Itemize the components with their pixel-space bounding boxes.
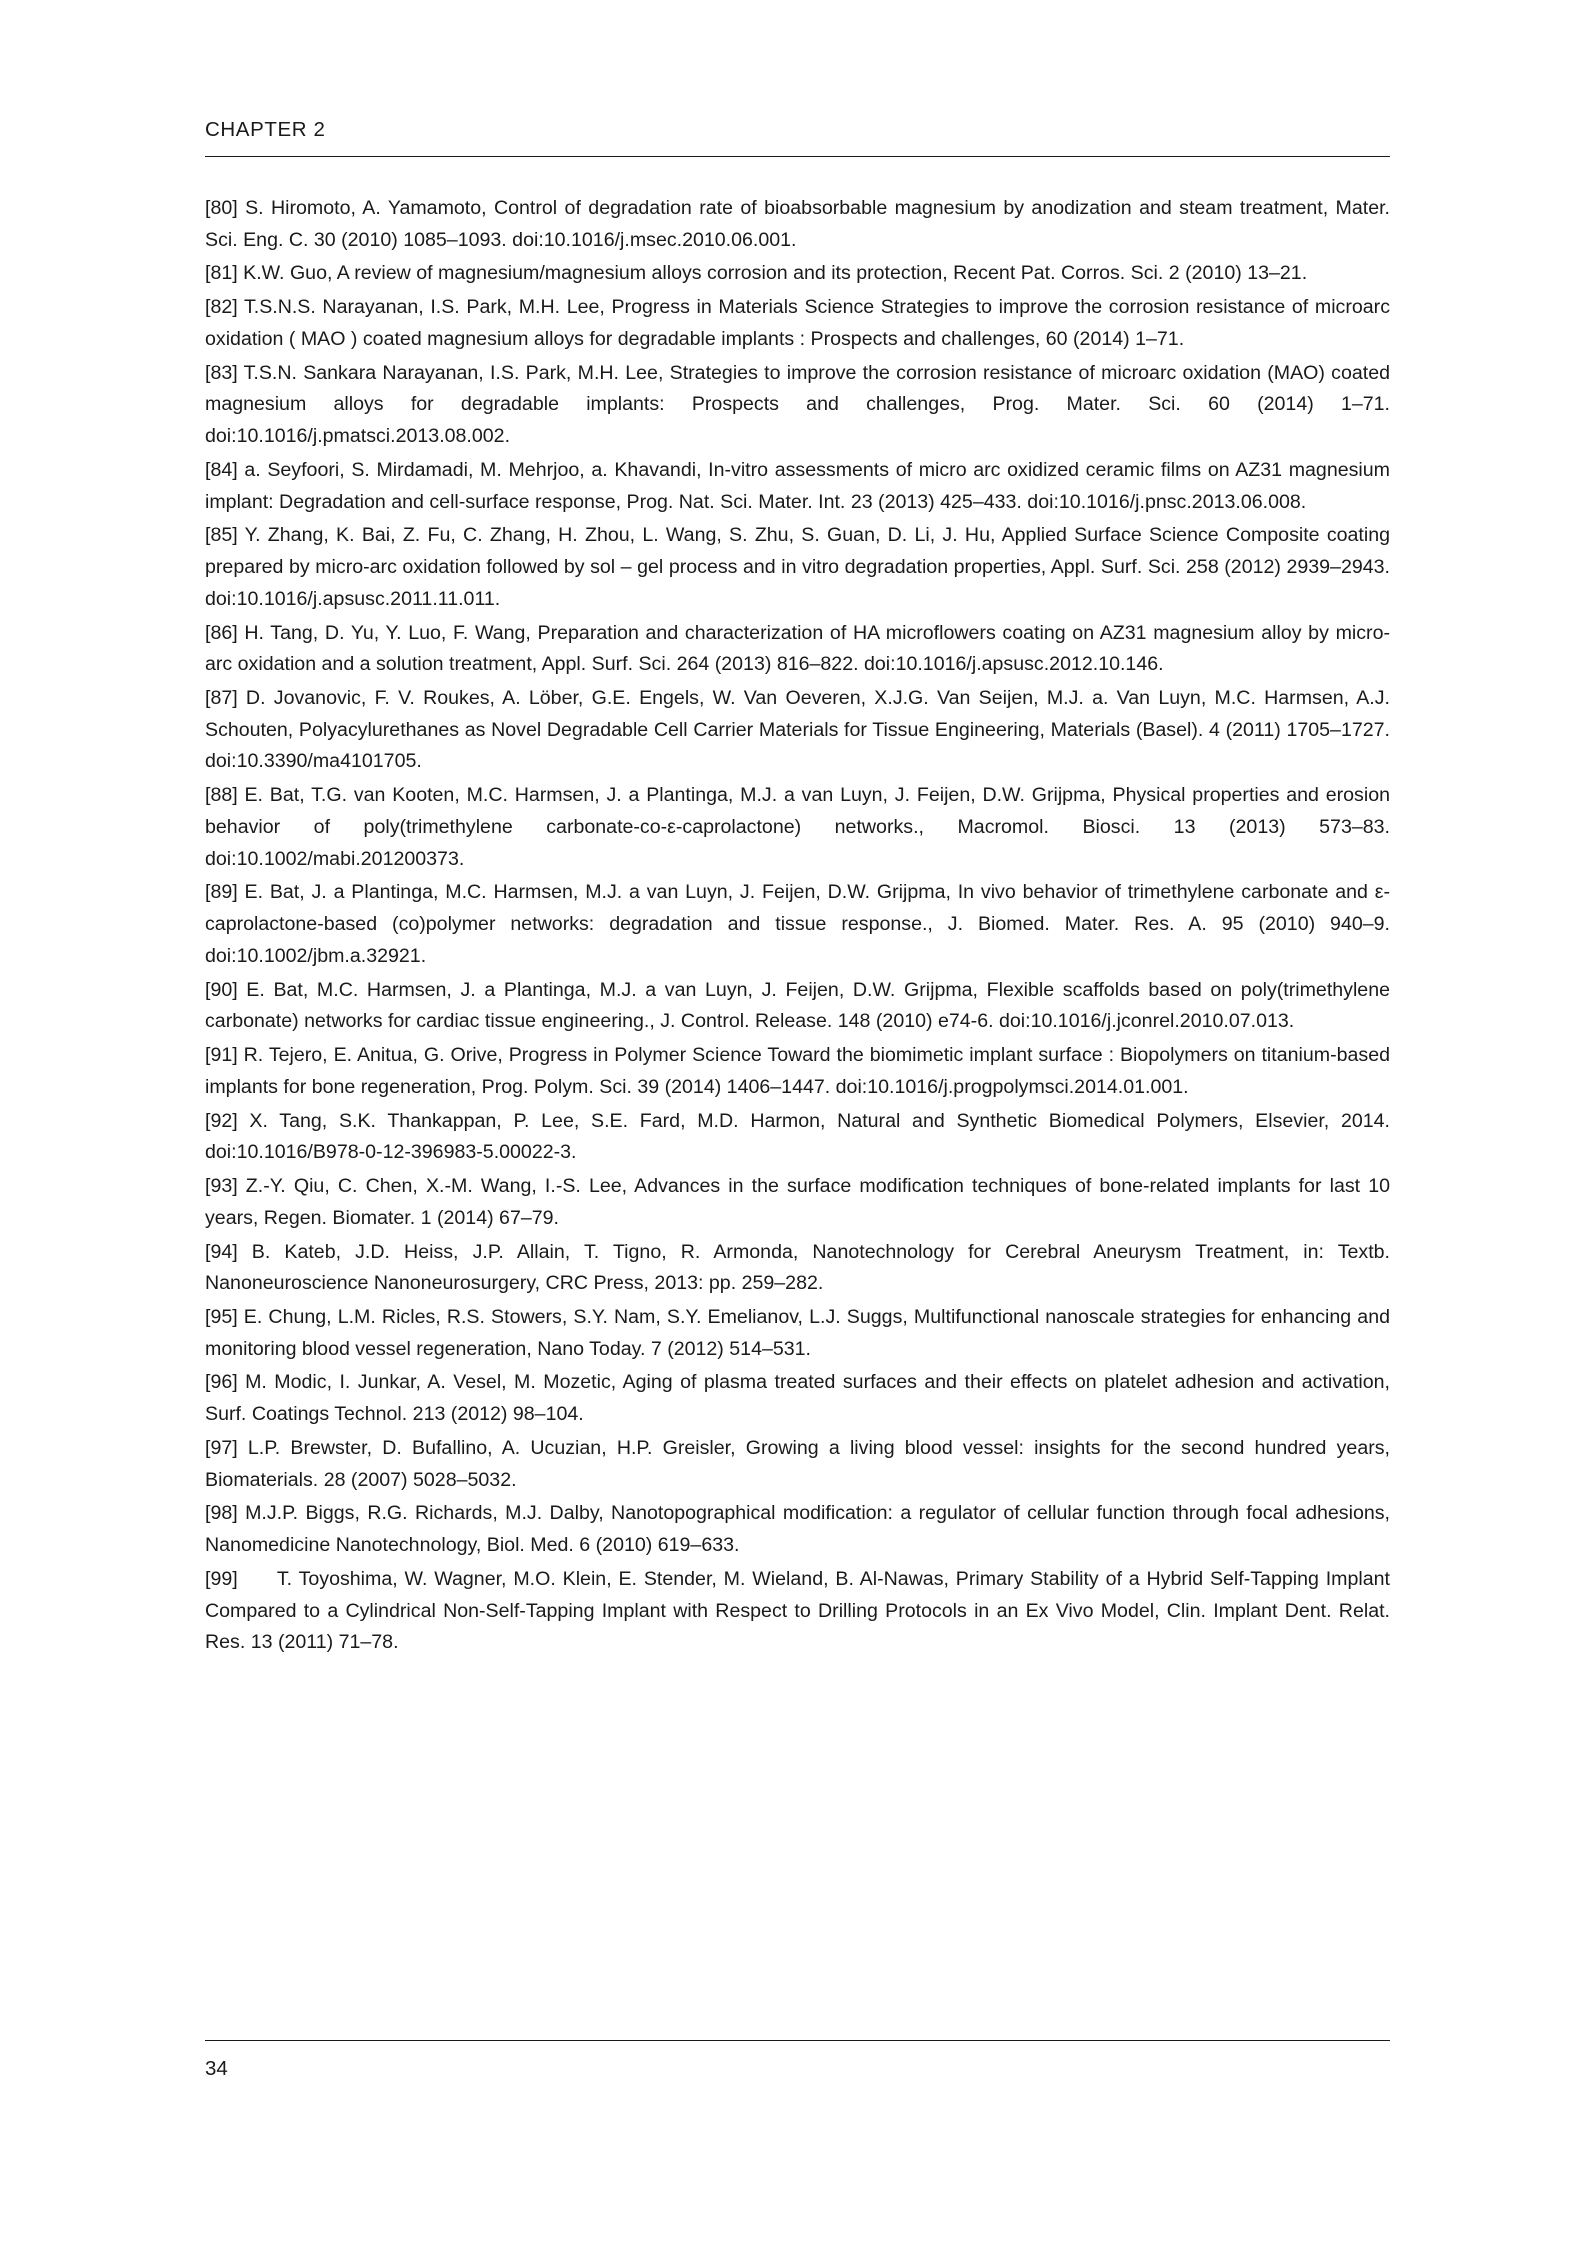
header-divider [205, 156, 1390, 157]
reference-list [205, 193, 1390, 1659]
reference-item: [92] X. Tang, S.K. Thankappan, P. Lee, S.E. Fard, M.D. Harmon, Natural and Synthetic Biomedical Polymers, Elsevier, 2014. doi:10.1016/B978-0-12-396983-5.00022-3. [205, 1109, 1390, 1164]
reference-item: [89] E. Bat, J. a Plantinga, M.C. Harmsen, M.J. a van Luyn, J. Feijen, D.W. Grijpma, In vivo behavior of trimethylene carbonate and ε-caprolactone-based (co)polymer networks: degradation and tissue response., J. Biomed. Mater. Res. A. 95 (2010) 940–9. doi:10.1002/jbm.a.32921. [205, 881, 1390, 967]
reference-item: [96] M. Modic, I. Junkar, A. Vesel, M. Mozetic, Aging of plasma treated surfaces and their effects on platelet adhesion and activation, Surf. Coatings Technol. 213 (2012) 98–104. [205, 1371, 1390, 1426]
reference-item: [98] M.J.P. Biggs, R.G. Richards, M.J. Dalby, Nanotopographical modification: a regulator of cellular function through focal adhesions, Nanomedicine Nanotechnology, Biol. Med. 6 (2010) 619–633. [205, 1502, 1390, 1557]
reference-item: [82] T.S.N.S. Narayanan, I.S. Park, M.H. Lee, Progress in Materials Science Strategies to improve the corrosion resistance of microarc oxidation ( MAO ) coated magnesium alloys for degradable implants : Prospects and challenges, 60 (2014) 1–71. [205, 296, 1390, 350]
reference-item: [81] K.W. Guo, A review of magnesium/magnesium alloys corrosion and its protection, Recent Pat. Corros. Sci. 2 (2010) 13–21. [205, 262, 1308, 285]
page-number: 34 [205, 2057, 228, 2080]
reference-item: [99] T. Toyoshima, W. Wagner, M.O. Klein, E. Stender, M. Wieland, B. Al-Nawas, Primary Stability of a Hybrid Self-Tapping Implant Compared to a Cylindrical Non-Self-Tapping Implant with Respect to Drilling Protocols in an Ex Vivo Model, Clin. Implant Dent. Relat. Res. 13 (2011) 71–78. [205, 1567, 1390, 1654]
reference-item: [91] R. Tejero, E. Anitua, G. Orive, Progress in Polymer Science Toward the biomimetic implant surface : Biopolymers on titanium-based implants for bone regeneration, Prog. Polym. Sci. 39 (2014) 1406–1447. doi:10.1016/j.progpolymsci.2014.01.001. [205, 1044, 1390, 1098]
page-footer [205, 2040, 1390, 2081]
reference-item: [84] a. Seyfoori, S. Mirdamadi, M. Mehrjoo, a. Khavandi, In-vitro assessments of micro arc oxidized ceramic films on AZ31 magnesium implant: Degradation and cell-surface response, Prog. Nat. Sci. Mater. Int. 23 (2013) 425–433. doi:10.1016/j.pnsc.2013.06.008. [205, 458, 1390, 513]
reference-item: [85] Y. Zhang, K. Bai, Z. Fu, C. Zhang, H. Zhou, L. Wang, S. Zhu, S. Guan, D. Li, J. Hu, Applied Surface Science Composite coating prepared by micro-arc oxidation followed by sol – gel process and in vitro degradation properties, Appl. Surf. Sci. 258 (2012) 2939–2943. doi:10.1016/j.apsusc.2011.11.011. [205, 524, 1390, 610]
reference-item: [87] D. Jovanovic, F. V. Roukes, A. Löber, G.E. Engels, W. Van Oeveren, X.J.G. Van Seijen, M.J. a. Van Luyn, M.C. Harmsen, A.J. Schouten, Polyacylurethanes as Novel Degradable Cell Carrier Materials for Tissue Engineering, Materials (Basel). 4 (2011) 1705–1727. doi:10.3390/ma4101705. [205, 687, 1390, 773]
reference-item: [97] L.P. Brewster, D. Bufallino, A. Ucuzian, H.P. Greisler, Growing a living blood vessel: insights for the second hundred years, Biomaterials. 28 (2007) 5028–5032. [205, 1436, 1390, 1491]
page-content [205, 118, 1390, 1661]
reference-item: [94] B. Kateb, J.D. Heiss, J.P. Allain, T. Tigno, R. Armonda, Nanotechnology for Cerebral Aneurysm Treatment, in: Textb. Nanoneuroscience Nanoneurosurgery, CRC Press, 2013: pp. 259–282. [205, 1240, 1390, 1295]
chapter-header: CHAPTER 2 [205, 118, 326, 141]
reference-item: [90] E. Bat, M.C. Harmsen, J. a Plantinga, M.J. a van Luyn, J. Feijen, D.W. Grijpma, Flexible scaffolds based on poly(trimethylene carbonate) networks for cardiac tissue engineering., J. Control. Release. 148 (2010) e74-6. doi:10.1016/j.jconrel.2010.07.013. [205, 978, 1390, 1033]
reference-item: [83] T.S.N. Sankara Narayanan, I.S. Park, M.H. Lee, Strategies to improve the corrosion resistance of microarc oxidation (MAO) coated magnesium alloys for degradable implants: Prospects and challenges, Prog. Mater. Sci. 60 (2014) 1–71. doi:10.1016/j.pmatsci.2013.08.002. [205, 361, 1390, 448]
footer-divider [205, 2040, 1390, 2041]
reference-item: [88] E. Bat, T.G. van Kooten, M.C. Harmsen, J. a Plantinga, M.J. a van Luyn, J. Feijen, D.W. Grijpma, Physical properties and erosion behavior of poly(trimethylene carbonate-co-ε-caprolactone) networks., Macromol. Biosci. 13 (2013) 573–83. doi:10.1002/mabi.201200373. [205, 784, 1390, 870]
reference-item: [80] S. Hiromoto, A. Yamamoto, Control of degradation rate of bioabsorbable magnesium by anodization and steam treatment, Mater. Sci. Eng. C. 30 (2010) 1085–1093. doi:10.1016/j.msec.2010.06.001. [205, 197, 1390, 251]
reference-item: [95] E. Chung, L.M. Ricles, R.S. Stowers, S.Y. Nam, S.Y. Emelianov, L.J. Suggs, Multifunctional nanoscale strategies for enhancing and monitoring blood vessel regeneration, Nano Today. 7 (2012) 514–531. [205, 1305, 1390, 1360]
reference-item: [86] H. Tang, D. Yu, Y. Luo, F. Wang, Preparation and characterization of HA microflowers coating on AZ31 magnesium alloy by micro-arc oxidation and a solution treatment, Appl. Surf. Sci. 264 (2013) 816–822. doi:10.1016/j.apsusc.2012.10.146. [205, 621, 1390, 676]
reference-item: [93] Z.-Y. Qiu, C. Chen, X.-M. Wang, I.-S. Lee, Advances in the surface modification techniques of bone-related implants for last 10 years, Regen. Biomater. 1 (2014) 67–79. [205, 1175, 1390, 1229]
